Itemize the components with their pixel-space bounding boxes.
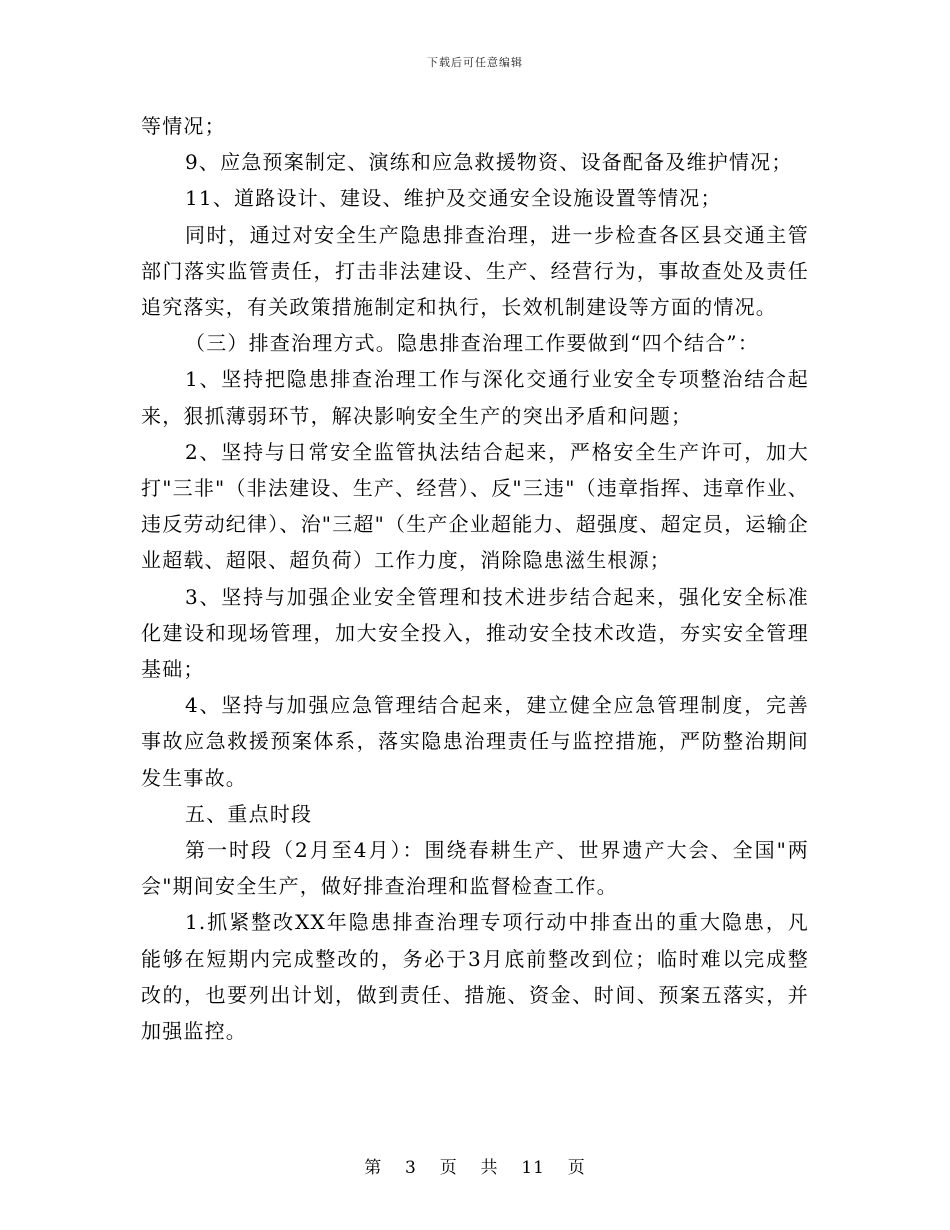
paragraph-8: 3、坚持与加强企业安全管理和技术进步结合起来，强化安全标准化建设和现场管理，加大安全投入，推动安全技术改造，夯实安全管理基础； [141, 584, 809, 682]
footer-page-word: 页 [439, 1158, 458, 1178]
paragraph-7: 2、坚持与日常安全监管执法结合起来，严格安全生产许可，加大打"三非"（非法建设、生产、经营）、反"三违"（违章指挥、违章作业、违反劳动纪律）、治"三超"（生产企业超能力、超强度、超定员，运输企业超载、超限、超负荷）工作力度，消除隐患滋生根源； [141, 439, 809, 573]
page-footer [0, 1153, 950, 1178]
paragraph-1: 等情况； [141, 114, 226, 138]
paragraph-4: 同时，通过对安全生产隐患排查治理，进一步检查各区县交通主管部门落实监管责任，打击非法建设、生产、经营行为，事故查处及责任追究落实，有关政策措施制定和执行，长效机制建设等方面的情况。 [141, 222, 809, 320]
footer-total-pages: 11 [521, 1158, 545, 1178]
paragraph-3: 11、道路设计、建设、维护及交通安全设施设置等情况； [185, 186, 722, 211]
footer-current-page: 3 [405, 1158, 417, 1178]
footer-total-label: 共 [480, 1158, 499, 1178]
paragraph-6: 1、坚持把隐患排查治理工作与深化交通行业安全专项整治结合起来，狠抓薄弱环节，解决影响安全生产的突出矛盾和问题； [141, 367, 809, 428]
paragraph-2: 9、应急预案制定、演练和应急救援物资、设备配备及维护情况； [185, 150, 793, 175]
paragraph-9: 4、坚持与加强应急管理结合起来，建立健全应急管理制度，完善事故应急救援预案体系，落实隐患治理责任与监控措施，严防整治期间发生事故。 [141, 693, 809, 790]
paragraph-10: 五、重点时段 [185, 801, 313, 826]
paragraph-11: 第一时段（2月至4月）：围绕春耕生产、世界遗产大会、全国"两会"期间安全生产，做好排查治理和监督检查工作。 [141, 838, 809, 899]
paragraph-12: 1.抓紧整改XX年隐患排查治理专项行动中排查出的重大隐患，凡能够在短期内完成整改的，务必于3月底前整改到位；临时难以完成整改的，也要列出计划，做到责任、措施、资金、时间、预案五落实，并加强监控。 [141, 910, 809, 1044]
footer-prefix: 第 [364, 1158, 383, 1178]
paragraph-5: （三）排查治理方式。隐患排查治理工作要做到“四个结合”： [185, 331, 760, 356]
footer-suffix: 页 [567, 1158, 586, 1178]
document-body [141, 108, 809, 1049]
page-header-note: 下载后可任意编辑 [427, 56, 523, 69]
